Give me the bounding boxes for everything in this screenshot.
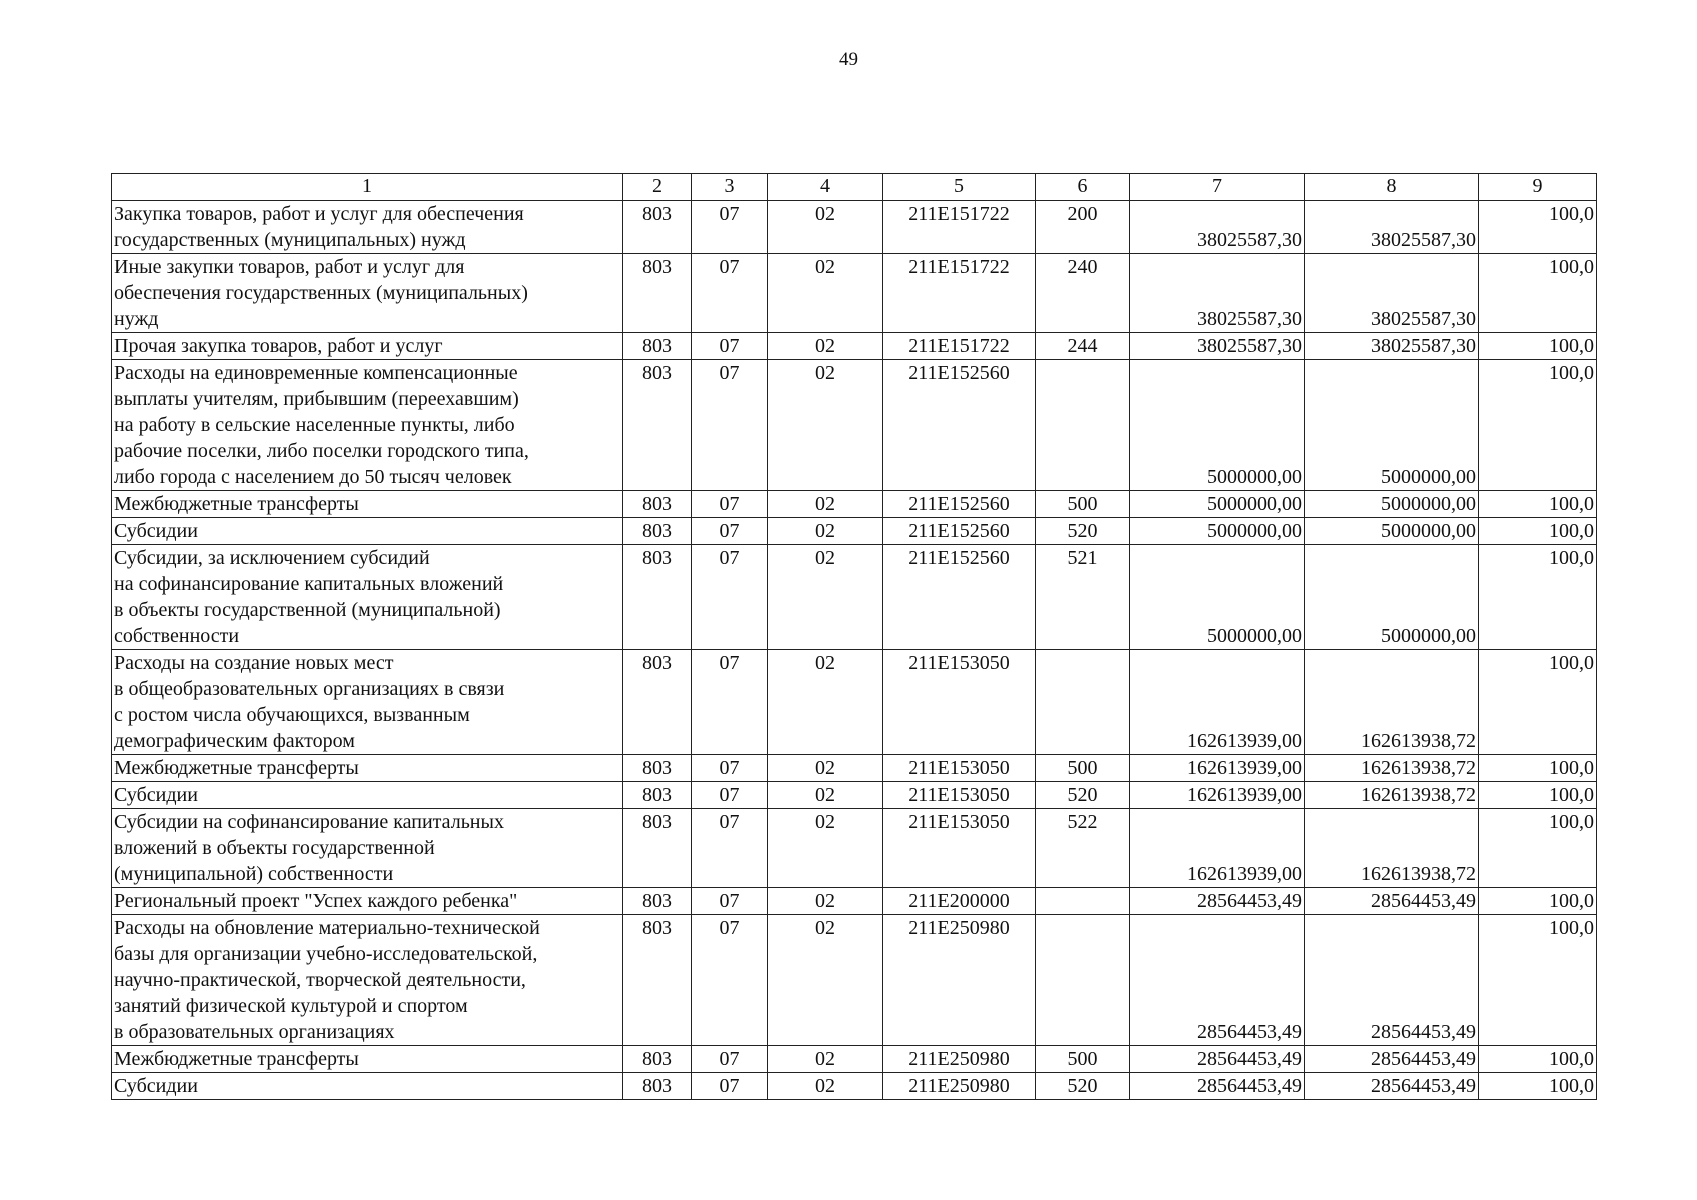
executed-amount-cell: 162613938,72 [1305, 650, 1479, 755]
item-name-cell: Закупка товаров, работ и услуг для обеспечения государственных (муниципальных) нужд [112, 201, 623, 254]
expense-type-cell: 500 [1036, 1046, 1130, 1073]
executed-amount-cell: 5000000,00 [1305, 518, 1479, 545]
target-article-cell: 211Е153050 [883, 755, 1036, 782]
table-row [112, 201, 1597, 254]
expense-type-cell: 520 [1036, 782, 1130, 809]
table-row [112, 782, 1597, 809]
execution-percent-cell: 100,0 [1479, 888, 1597, 915]
target-article-cell: 211Е200000 [883, 888, 1036, 915]
executed-amount-cell: 28564453,49 [1305, 915, 1479, 1046]
subsection-code-cell: 02 [768, 360, 883, 491]
planned-amount-cell: 28564453,49 [1130, 1073, 1305, 1100]
planned-amount-cell: 5000000,00 [1130, 545, 1305, 650]
subsection-code-cell: 02 [768, 201, 883, 254]
department-code-cell: 803 [623, 333, 692, 360]
executed-amount-cell: 162613938,72 [1305, 755, 1479, 782]
expense-type-cell: 240 [1036, 254, 1130, 333]
expense-type-cell [1036, 915, 1130, 1046]
header-cell-9: 9 [1479, 174, 1597, 201]
expense-type-cell: 522 [1036, 809, 1130, 888]
item-name-cell: Субсидии [112, 782, 623, 809]
execution-percent-cell: 100,0 [1479, 491, 1597, 518]
budget-table [111, 173, 1597, 1100]
section-code-cell: 07 [692, 201, 768, 254]
section-code-cell: 07 [692, 518, 768, 545]
expense-type-cell: 244 [1036, 333, 1130, 360]
section-code-cell: 07 [692, 1073, 768, 1100]
item-name-cell: Межбюджетные трансферты [112, 491, 623, 518]
table-row [112, 809, 1597, 888]
item-name-cell: Субсидии [112, 518, 623, 545]
department-code-cell: 803 [623, 888, 692, 915]
department-code-cell: 803 [623, 915, 692, 1046]
item-name-cell: Субсидии [112, 1073, 623, 1100]
department-code-cell: 803 [623, 650, 692, 755]
table-row [112, 545, 1597, 650]
department-code-cell: 803 [623, 1073, 692, 1100]
executed-amount-cell: 38025587,30 [1305, 333, 1479, 360]
header-row [112, 174, 1597, 201]
target-article-cell: 211Е250980 [883, 915, 1036, 1046]
table-row [112, 254, 1597, 333]
department-code-cell: 803 [623, 201, 692, 254]
subsection-code-cell: 02 [768, 888, 883, 915]
execution-percent-cell: 100,0 [1479, 782, 1597, 809]
execution-percent-cell: 100,0 [1479, 254, 1597, 333]
target-article-cell: 211Е153050 [883, 650, 1036, 755]
table-row [112, 1073, 1597, 1100]
execution-percent-cell: 100,0 [1479, 650, 1597, 755]
table-row [112, 915, 1597, 1046]
expense-type-cell: 520 [1036, 518, 1130, 545]
expense-type-cell [1036, 650, 1130, 755]
header-cell-7: 7 [1130, 174, 1305, 201]
header-cell-8: 8 [1305, 174, 1479, 201]
item-name-cell: Иные закупки товаров, работ и услуг для обеспечения государственных (муниципальных) нужд [112, 254, 623, 333]
executed-amount-cell: 5000000,00 [1305, 491, 1479, 518]
planned-amount-cell: 28564453,49 [1130, 1046, 1305, 1073]
subsection-code-cell: 02 [768, 518, 883, 545]
table-body [112, 174, 1597, 1100]
target-article-cell: 211Е153050 [883, 782, 1036, 809]
subsection-code-cell: 02 [768, 1046, 883, 1073]
planned-amount-cell: 162613939,00 [1130, 650, 1305, 755]
item-name-cell: Прочая закупка товаров, работ и услуг [112, 333, 623, 360]
section-code-cell: 07 [692, 755, 768, 782]
page-number: 49 [839, 49, 858, 70]
item-name-cell: Расходы на создание новых мест в общеобразовательных организациях в связи с ростом числа обучающихся, вызванным демографическим фактором [112, 650, 623, 755]
expense-type-cell [1036, 888, 1130, 915]
expense-type-cell [1036, 360, 1130, 491]
expense-type-cell: 521 [1036, 545, 1130, 650]
subsection-code-cell: 02 [768, 254, 883, 333]
expense-type-cell: 500 [1036, 755, 1130, 782]
planned-amount-cell: 38025587,30 [1130, 333, 1305, 360]
executed-amount-cell: 28564453,49 [1305, 888, 1479, 915]
item-name-cell: Расходы на обновление материально-технической базы для организации учебно-исследовательской, научно-практической, творческой деятельности, занятий физической культурой и спортом в образовательных организациях [112, 915, 623, 1046]
section-code-cell: 07 [692, 650, 768, 755]
target-article-cell: 211Е153050 [883, 809, 1036, 888]
section-code-cell: 07 [692, 360, 768, 491]
section-code-cell: 07 [692, 254, 768, 333]
target-article-cell: 211Е152560 [883, 491, 1036, 518]
target-article-cell: 211Е250980 [883, 1046, 1036, 1073]
table-row [112, 1046, 1597, 1073]
item-name-cell: Расходы на единовременные компенсационные выплаты учителям, прибывшим (переехавшим) на работу в сельские населенные пункты, либо рабочие поселки, либо поселки городского типа, либо города с населением до 50 тысяч человек [112, 360, 623, 491]
table-row [112, 650, 1597, 755]
item-name-cell: Региональный проект "Успех каждого ребенка" [112, 888, 623, 915]
executed-amount-cell: 5000000,00 [1305, 360, 1479, 491]
executed-amount-cell: 162613938,72 [1305, 809, 1479, 888]
header-cell-5: 5 [883, 174, 1036, 201]
execution-percent-cell: 100,0 [1479, 809, 1597, 888]
planned-amount-cell: 5000000,00 [1130, 360, 1305, 491]
department-code-cell: 803 [623, 518, 692, 545]
target-article-cell: 211Е151722 [883, 333, 1036, 360]
header-cell-1: 1 [112, 174, 623, 201]
execution-percent-cell: 100,0 [1479, 518, 1597, 545]
execution-percent-cell: 100,0 [1479, 1046, 1597, 1073]
executed-amount-cell: 28564453,49 [1305, 1073, 1479, 1100]
table-row [112, 491, 1597, 518]
executed-amount-cell: 28564453,49 [1305, 1046, 1479, 1073]
executed-amount-cell: 5000000,00 [1305, 545, 1479, 650]
target-article-cell: 211Е152560 [883, 518, 1036, 545]
expense-type-cell: 200 [1036, 201, 1130, 254]
subsection-code-cell: 02 [768, 782, 883, 809]
planned-amount-cell: 38025587,30 [1130, 201, 1305, 254]
planned-amount-cell: 162613939,00 [1130, 782, 1305, 809]
section-code-cell: 07 [692, 545, 768, 650]
section-code-cell: 07 [692, 915, 768, 1046]
table-row [112, 333, 1597, 360]
execution-percent-cell: 100,0 [1479, 333, 1597, 360]
execution-percent-cell: 100,0 [1479, 201, 1597, 254]
planned-amount-cell: 162613939,00 [1130, 755, 1305, 782]
section-code-cell: 07 [692, 809, 768, 888]
item-name-cell: Межбюджетные трансферты [112, 1046, 623, 1073]
subsection-code-cell: 02 [768, 491, 883, 518]
section-code-cell: 07 [692, 491, 768, 518]
department-code-cell: 803 [623, 545, 692, 650]
planned-amount-cell: 5000000,00 [1130, 518, 1305, 545]
subsection-code-cell: 02 [768, 755, 883, 782]
execution-percent-cell: 100,0 [1479, 1073, 1597, 1100]
planned-amount-cell: 28564453,49 [1130, 888, 1305, 915]
header-cell-6: 6 [1036, 174, 1130, 201]
department-code-cell: 803 [623, 809, 692, 888]
header-cell-3: 3 [692, 174, 768, 201]
header-cell-2: 2 [623, 174, 692, 201]
table-row [112, 888, 1597, 915]
execution-percent-cell: 100,0 [1479, 360, 1597, 491]
target-article-cell: 211Е152560 [883, 360, 1036, 491]
executed-amount-cell: 38025587,30 [1305, 254, 1479, 333]
table-row [112, 755, 1597, 782]
department-code-cell: 803 [623, 782, 692, 809]
table-row [112, 518, 1597, 545]
subsection-code-cell: 02 [768, 333, 883, 360]
department-code-cell: 803 [623, 755, 692, 782]
section-code-cell: 07 [692, 888, 768, 915]
subsection-code-cell: 02 [768, 545, 883, 650]
subsection-code-cell: 02 [768, 1073, 883, 1100]
table-row [112, 360, 1597, 491]
item-name-cell: Субсидии на софинансирование капитальных вложений в объекты государственной (муниципальной) собственности [112, 809, 623, 888]
execution-percent-cell: 100,0 [1479, 755, 1597, 782]
expense-type-cell: 520 [1036, 1073, 1130, 1100]
executed-amount-cell: 162613938,72 [1305, 782, 1479, 809]
department-code-cell: 803 [623, 360, 692, 491]
planned-amount-cell: 28564453,49 [1130, 915, 1305, 1046]
section-code-cell: 07 [692, 333, 768, 360]
planned-amount-cell: 162613939,00 [1130, 809, 1305, 888]
subsection-code-cell: 02 [768, 915, 883, 1046]
target-article-cell: 211Е250980 [883, 1073, 1036, 1100]
planned-amount-cell: 5000000,00 [1130, 491, 1305, 518]
header-cell-4: 4 [768, 174, 883, 201]
execution-percent-cell: 100,0 [1479, 545, 1597, 650]
executed-amount-cell: 38025587,30 [1305, 201, 1479, 254]
subsection-code-cell: 02 [768, 809, 883, 888]
target-article-cell: 211Е151722 [883, 254, 1036, 333]
department-code-cell: 803 [623, 254, 692, 333]
subsection-code-cell: 02 [768, 650, 883, 755]
target-article-cell: 211Е151722 [883, 201, 1036, 254]
expense-type-cell: 500 [1036, 491, 1130, 518]
department-code-cell: 803 [623, 491, 692, 518]
section-code-cell: 07 [692, 782, 768, 809]
section-code-cell: 07 [692, 1046, 768, 1073]
department-code-cell: 803 [623, 1046, 692, 1073]
item-name-cell: Межбюджетные трансферты [112, 755, 623, 782]
target-article-cell: 211Е152560 [883, 545, 1036, 650]
execution-percent-cell: 100,0 [1479, 915, 1597, 1046]
planned-amount-cell: 38025587,30 [1130, 254, 1305, 333]
item-name-cell: Субсидии, за исключением субсидий на софинансирование капитальных вложений в объекты государственной (муниципальной) собственности [112, 545, 623, 650]
